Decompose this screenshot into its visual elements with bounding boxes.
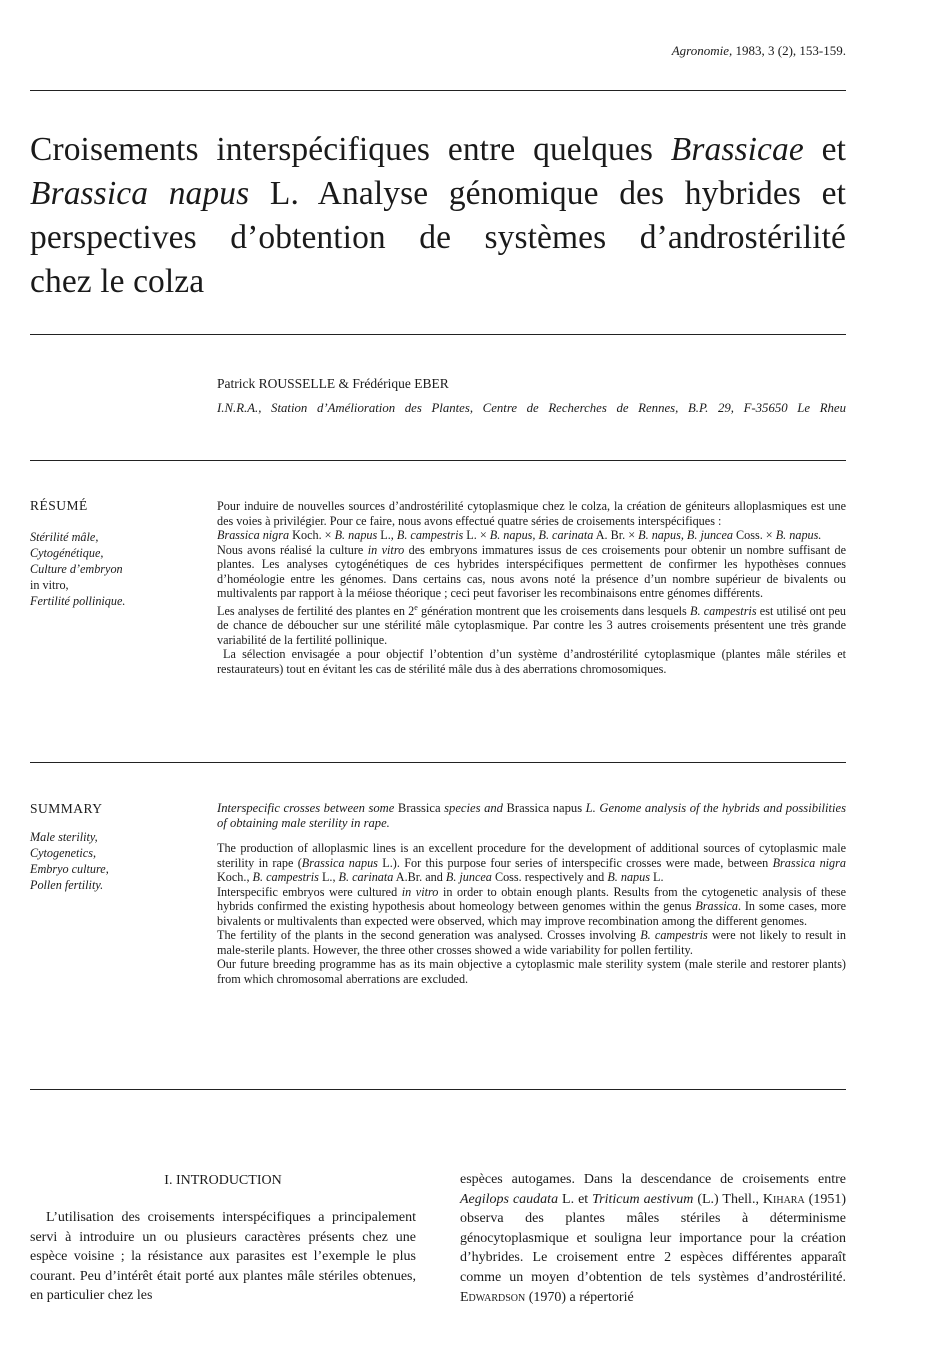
title-text: Croisements interspécifiques entre quelques bbox=[30, 131, 671, 168]
text: Koch. × bbox=[289, 528, 335, 542]
species: Brassica bbox=[397, 801, 441, 815]
authors-rule bbox=[30, 460, 846, 461]
text: L., bbox=[318, 870, 339, 884]
text: Coss. respectively and bbox=[491, 870, 608, 884]
text: A. Br. × bbox=[593, 528, 639, 542]
species: B. campestris bbox=[396, 528, 464, 542]
author-citation: Edwardson bbox=[460, 1289, 526, 1305]
text: (1970) a répertorié bbox=[525, 1289, 634, 1305]
species: Triticum aestivum bbox=[592, 1191, 694, 1207]
text: L.). For this purpose four series of interspecific crosses were made, between bbox=[377, 855, 773, 870]
text: Interspecific crosses between some bbox=[217, 801, 398, 815]
species: Brassica napus bbox=[301, 855, 378, 870]
resume-heading: RÉSUMÉ bbox=[30, 498, 88, 513]
text: The fertility of the plants in the second generation was analysed. Crosses involving bbox=[217, 928, 641, 942]
species: Brassica bbox=[695, 899, 739, 913]
summary-paragraph: Our future breeding programme has as its main objective a cytoplasmic male sterility system (male sterile and restorer plants) from which chromosomal aberrations are excluded. bbox=[217, 957, 846, 986]
text: were not likely to result in male-sterile plants. However, the three other crosses showed a wide variability for pollen fertility. bbox=[217, 928, 846, 957]
text: L. et bbox=[558, 1191, 593, 1207]
title-rule bbox=[30, 334, 846, 335]
text: species and bbox=[440, 801, 507, 815]
species: B. napus, B. carinata bbox=[489, 528, 594, 542]
title-italic: Brassicae bbox=[670, 131, 804, 168]
species: Aegilops caudata bbox=[460, 1191, 559, 1207]
summary-rule bbox=[30, 1089, 846, 1090]
title-text: L. Analyse génomique des hybrides et bbox=[249, 175, 846, 212]
journal-name: Agronomie, bbox=[671, 43, 733, 58]
summary-text bbox=[217, 801, 846, 986]
text: A.Br. and bbox=[393, 870, 446, 884]
species: Brassica nigra bbox=[217, 528, 290, 542]
intro-column-left bbox=[30, 1208, 416, 1306]
superscript: e bbox=[414, 602, 418, 612]
species: B. napus bbox=[334, 528, 378, 542]
journal-citation bbox=[672, 43, 846, 59]
species: B. juncea bbox=[445, 870, 492, 884]
species: B. napus bbox=[607, 870, 650, 884]
keyword: Stérilité mâle, bbox=[30, 530, 99, 544]
keyword: Cytogenetics, bbox=[30, 846, 96, 860]
keyword: Embryo culture, bbox=[30, 862, 109, 876]
species: B. campestris bbox=[690, 603, 757, 618]
text: Interspecific embryos were cultured bbox=[217, 884, 402, 899]
summary-title bbox=[217, 801, 846, 831]
resume-keywords bbox=[30, 529, 125, 609]
resume-paragraph bbox=[217, 528, 846, 543]
author-citation: Kihara bbox=[762, 1191, 805, 1207]
text: Coss. × bbox=[732, 528, 776, 542]
keyword: Cytogénétique, bbox=[30, 546, 104, 560]
header-rule bbox=[30, 90, 846, 91]
summary-paragraph bbox=[217, 928, 846, 957]
keyword: Pollen fertility. bbox=[30, 878, 104, 892]
text: The production of alloplasmic lines is an excellent procedure for the development of additional sources of cytoplasmic male sterility in rape ( bbox=[217, 841, 846, 870]
text: L. × bbox=[463, 528, 490, 542]
species: B. carinata bbox=[338, 870, 394, 884]
text: Les analyses de fertilité des plantes en 2 bbox=[217, 603, 415, 618]
text: Nous avons réalisé la culture bbox=[217, 542, 368, 557]
resume-paragraph bbox=[217, 601, 846, 648]
species: Brassica nigra bbox=[772, 855, 846, 870]
keyword: Male sterility, bbox=[30, 830, 98, 844]
text: L., bbox=[377, 528, 397, 542]
text: Koch., bbox=[217, 870, 253, 884]
text: est utilisé ont peu de chance de déboucher sur une stérilité mâle cytoplasmique. Par contre les 3 autres croisements présentent une très grande variabilité de la fertilité pollinique. bbox=[217, 603, 846, 647]
resume-paragraph: Pour induire de nouvelles sources d’androstérilité cytoplasmique chez le colza, la création de géniteurs alloplasmiques est une des voies à privilégier. Pour ce faire, nous avons effectué quatre séries de croisements interspécifiques : bbox=[217, 499, 846, 528]
title-text: chez le colza bbox=[30, 263, 205, 300]
summary-keywords bbox=[30, 829, 109, 893]
resume-rule bbox=[30, 762, 846, 763]
journal-ref: 1983, 3 (2), 153-159. bbox=[735, 43, 846, 58]
text: génération montrent que les croisements dans lesquels bbox=[417, 603, 691, 618]
resume-paragraph: La sélection envisagée a pour objectif l’obtention d’un système d’androstérilité cytoplasmique (plantes mâle stériles et restaurateurs) tout en évitant les cas de stérilité mâle dus à des aberrations chromosomiques. bbox=[217, 647, 846, 676]
resume-text bbox=[217, 499, 846, 676]
text: . In some cases, more bivalents or multivalents than expected were observed, which may improve recombination among the different genomes. bbox=[217, 899, 847, 928]
text: (1951) observa des plantes mâles stériles à déterminisme génocytoplasmique et souligna leur importance pour la création d’hybrides. Le croisement entre 2 espèces différentes apparaît comme un moyen d’obtention de tels systèmes d’androstérilité. bbox=[460, 1191, 846, 1285]
title-text: perspectives d’obtention de systèmes d’androstérilité bbox=[30, 219, 846, 256]
keyword: in vitro, bbox=[30, 578, 69, 592]
article-title bbox=[30, 128, 846, 304]
keyword: Culture d’embryon bbox=[30, 562, 123, 576]
summary-paragraph bbox=[217, 841, 846, 885]
italic-term: in vitro bbox=[401, 884, 439, 899]
species: B. campestris bbox=[640, 928, 708, 942]
authors: Patrick ROUSSELLE & Frédérique EBER bbox=[217, 376, 449, 391]
text: espèces autogames. Dans la descendance de croisements entre bbox=[460, 1172, 846, 1187]
summary-heading: SUMMARY bbox=[30, 801, 103, 816]
text: in order to obtain enough plants. Results from the cytogenetic analysis of these hybrids confirmed the existing hypothesis about homeology between genomes within the genus bbox=[217, 884, 847, 913]
species: B. napus, B. juncea bbox=[638, 528, 733, 542]
affiliation: I.N.R.A., Station d’Amélioration des Plantes, Centre de Recherches de Rennes, B.P. 29, F-35650 Le Rheu bbox=[217, 401, 846, 415]
keyword: Fertilité pollinique. bbox=[30, 594, 126, 608]
species: B. campestris bbox=[252, 870, 319, 884]
summary-paragraph bbox=[217, 885, 846, 929]
species: B. napus. bbox=[775, 528, 822, 542]
text: (L.) Thell., bbox=[693, 1191, 763, 1207]
title-text: et bbox=[803, 131, 846, 168]
italic-term: in vitro bbox=[367, 542, 405, 557]
resume-paragraph bbox=[217, 543, 846, 601]
text: L. bbox=[649, 870, 664, 884]
species: Brassica napus bbox=[506, 801, 583, 815]
title-italic: Brassica napus bbox=[30, 175, 250, 212]
intro-paragraph: L’utilisation des croisements interspécifiques a principalement servi à introduire un ou plusieurs caractères présents chez une espèce voisine ; la résistance aux parasites est l’exemple le plus courant. Peu d’intérêt était porté aux plantes mâle stériles obtenues, en particulier chez les bbox=[30, 1210, 416, 1304]
intro-paragraph bbox=[460, 1170, 846, 1307]
introduction-heading: I. INTRODUCTION bbox=[164, 1173, 282, 1188]
text: L. Genome analysis of the hybrids and possibilities of obtaining male sterility in rape. bbox=[217, 801, 846, 830]
text: des embryons immatures issus de ces croisements pour obtenir un nombre suffisant de plantes. Les analyses cytogénétiques de ces hybrides interspécifiques permettent de confirmer les hypothèses connues d’homéologie entre les génomes. Dans certains cas, nous avons noté la présence d’un nombre supérieur de bivalents ou multivalents par rapport à la méiose théorique ; ceci peut favoriser les recombinaisons entre génomes différents. bbox=[217, 542, 847, 600]
intro-column-right bbox=[460, 1170, 846, 1307]
